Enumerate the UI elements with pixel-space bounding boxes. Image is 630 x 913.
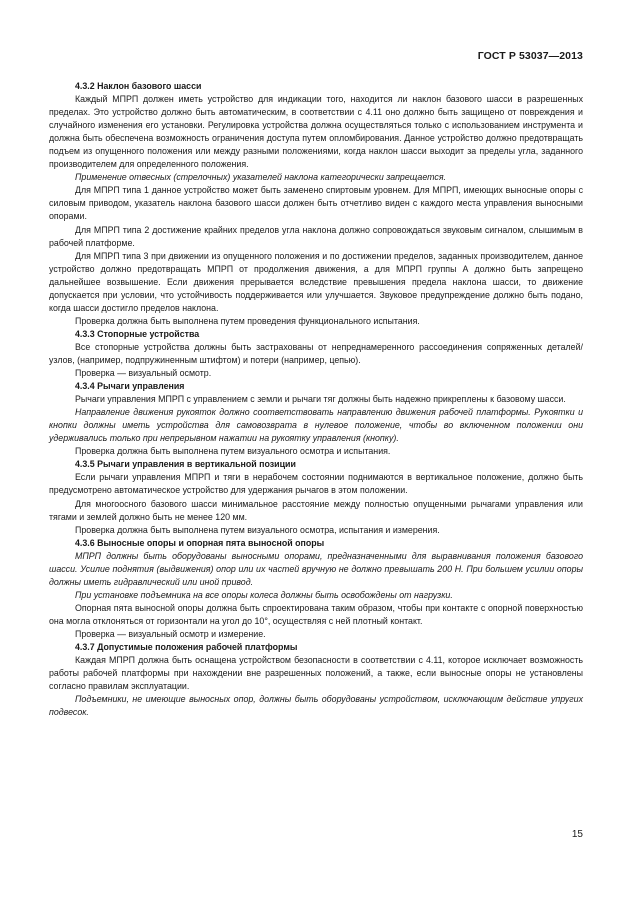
paragraph: Для многоосного базового шасси минимальное расстояние между полностью опущенными рычагами управления или тягами и землей должно быть не менее 120 мм. [49,498,583,522]
paragraph: Применение отвесных (стрелочных) указателей наклона категорически запрещается. [75,172,447,183]
section-heading: 4.3.6 Выносные опоры и опорная пята выносной опоры [75,537,325,548]
paragraph: Для МПРП типа 2 достижение крайних пределов угла наклона должно сопровождаться звуковым сигналом, слышимым в рабочей платформе. [49,224,583,248]
paragraph: Проверка должна быть выполнена путем проведения функционального испытания. [75,315,420,326]
section-heading: 4.3.3 Стопорные устройства [75,328,200,339]
page-number: 15 [571,829,583,840]
paragraph: Для МПРП типа 1 данное устройство может быть заменено спиртовым уровнем. Для МПРП, имеющих выносные опоры с силовым приводом, указатель наклона базового шасси должен быть отчетливо виден с каждого места управления выносными опорами. [49,185,583,222]
standard-number-header: ГОСТ Р 53037—2013 [477,50,583,62]
paragraph: Рычаги управления МПРП с управлением с земли и рычаги тяг должны быть надежно прикреплены к базовому шасси. [75,394,566,405]
paragraph: Для МПРП типа 3 при движении из опущенного положения и по достижении пределов, заданных производителем, данное устройство должно предотвращать МПРП от продолжения движения, а для МПРП группы А должно быть запрещено дальнейшее возвышение. Если движения прерывается вследствие превышения предела наклона шасси, то движение допускается при условии, что устойчивость поддерживается или улучшается. Звуковое предупреждение должно быть подано, когда шасси достигло пределов наклона. [49,250,583,313]
paragraph: МПРП должны быть оборудованы выносными опорами, предназначенными для выравнивания положения базового шасси. Усилие поднятия (выдвижения) опор или их частей вручную не должно превышать 200 Н. При большем усилии опоры должны иметь гидравлический или иной привод. [49,550,583,587]
paragraph: Подъемники, не имеющие выносных опор, должны быть оборудованы устройством, исключающим действие упругих подвесок. [49,694,583,718]
paragraph: Проверка должна быть выполнена путем визуального осмотра, испытания и измерения. [75,524,440,535]
paragraph: При установке подъемника на все опоры колеса должны быть освобождены от нагрузки. [75,589,453,600]
paragraph: Каждый МПРП должен иметь устройство для индикации того, находится ли наклон базового шасси в разрешенных пределах. Это устройство должно быть автоматическим, в соответствии с 4.11 оно должно быть защищено от повреждения и случайного изменения его установки. Регулировка устройства должна осуществляться только с использованием инструмента и должна быть обеспечена возможность ограничения доступа путем опломбирования. Данное устройство должно предотвращать подъем из опущенного положения или между разными положениями, когда наклон шасси выходит за пределы угла, заданного производителем для определенного положения. [49,94,583,170]
paragraph: Проверка — визуальный осмотр и измерение. [75,628,266,639]
section-heading: 4.3.4 Рычаги управления [75,381,185,392]
document-body [49,80,583,719]
paragraph: Каждая МПРП должна быть оснащена устройством безопасности в соответствии с 4.11, которое исключает возможность работы рабочей платформы при нахождении вне разрешенных положений, а также, если выносные опоры не установлены согласно правилам эксплуатации. [49,655,583,692]
paragraph: Проверка — визуальный осмотр. [75,368,212,379]
paragraph: Все стопорные устройства должны быть застрахованы от непреднамеренного рассоединения сопряженных деталей/узлов, (например, подпружиненным штифтом) и потери (например, цепью). [49,341,583,365]
paragraph: Проверка должна быть выполнена путем визуального осмотра и испытания. [75,446,391,457]
paragraph: Если рычаги управления МПРП и тяги в нерабочем состоянии поднимаются в вертикальное положение, должно быть предусмотрено автоматическое устройство для удержания рычагов в этом положении. [49,472,583,496]
section-heading: 4.3.7 Допустимые положения рабочей платформы [75,642,298,653]
section-heading: 4.3.2 Наклон базового шасси [75,81,202,91]
paragraph: Опорная пята выносной опоры должна быть спроектирована таким образом, чтобы при контакте с опорной поверхностью она могла отклоняться от горизонтали на угол до 10°, осуществляя с ней плотный контакт. [49,602,583,626]
paragraph: Направление движения рукояток должно соответствовать направлению движения рабочей платформы. Рукоятки и кнопки должны иметь устройства для самовозврата в нулевое положение, чтобы во включенном положении они удерживались только при непрерывном нажатии на рукоятку управления (кнопку). [49,407,583,444]
section-heading: 4.3.5 Рычаги управления в вертикальной позиции [75,459,296,470]
